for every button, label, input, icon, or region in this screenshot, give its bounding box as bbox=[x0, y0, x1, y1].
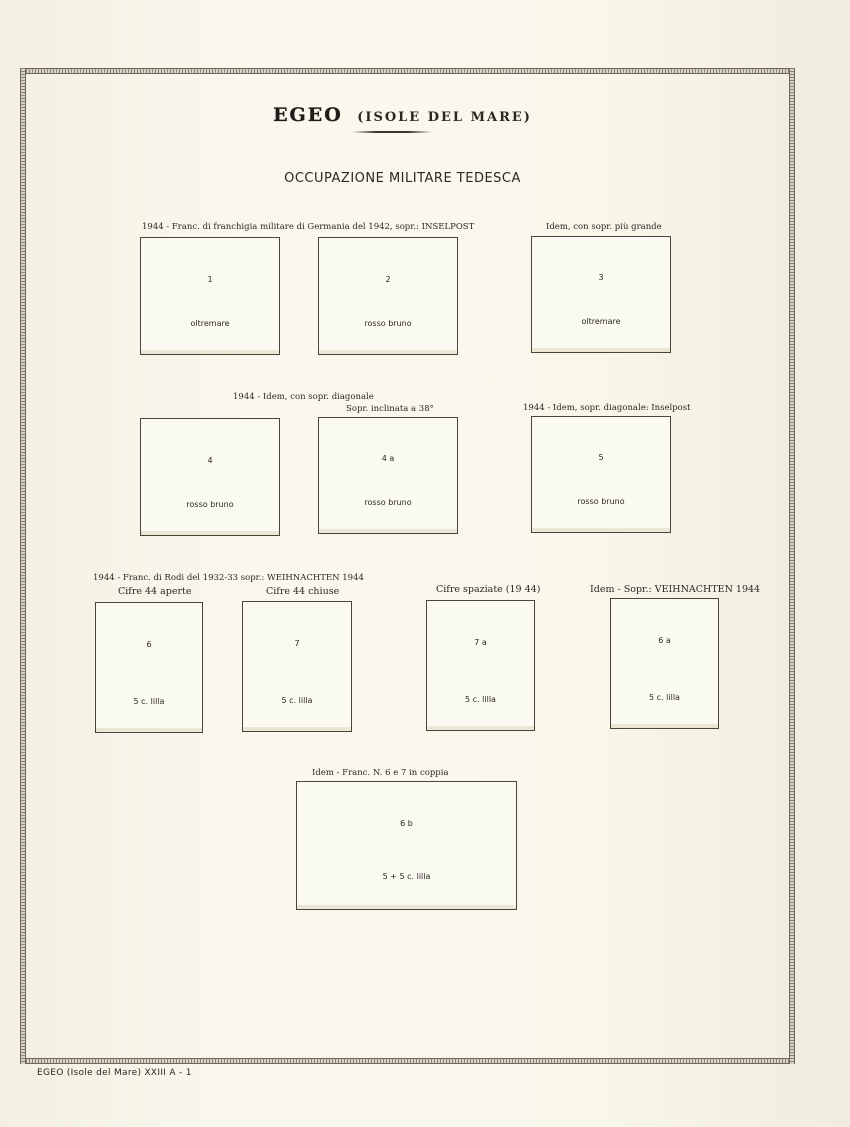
stamp-space-5 bbox=[531, 416, 671, 533]
stamp-space-6a bbox=[610, 598, 719, 729]
stamp-space-2 bbox=[318, 237, 458, 355]
row2-caption: 1944 - Idem, con sopr. diagonale bbox=[233, 392, 374, 402]
stamp-number: 7 bbox=[294, 639, 300, 648]
stamp-color: rosso bruno bbox=[364, 498, 412, 507]
stamp-number: 3 bbox=[598, 273, 604, 282]
stamp-space-6 bbox=[95, 602, 203, 733]
stamp-color: 5 c. lilla bbox=[465, 695, 496, 704]
row1-caption-right: Idem, con sopr. più grande bbox=[546, 222, 662, 232]
stamp-space-3 bbox=[531, 236, 671, 353]
page-border-left bbox=[20, 68, 26, 1064]
stamp-color: oltremare bbox=[581, 317, 621, 326]
page-subtitle: OCCUPAZIONE MILITARE TEDESCA bbox=[284, 171, 521, 186]
stamp-number: 6 b bbox=[400, 819, 413, 828]
stamp-color: rosso bruno bbox=[364, 319, 412, 328]
stamp-number: 6 a bbox=[658, 636, 671, 645]
row2-caption-right: 1944 - Idem, sopr. diagonale: Inselpost bbox=[523, 403, 691, 413]
page-border-right bbox=[789, 68, 795, 1064]
page-footer: EGEO (Isole del Mare) XXIII A - 1 bbox=[37, 1068, 192, 1078]
stamp-space-6b bbox=[296, 781, 517, 910]
row3-caption-c: Cifre spaziate (19 44) bbox=[436, 584, 541, 595]
stamp-color: oltremare bbox=[190, 319, 230, 328]
stamp-number: 1 bbox=[207, 275, 213, 284]
row3-caption-d: Idem - Sopr.: VEIHNACHTEN 1944 bbox=[590, 584, 761, 595]
stamp-color: 5 c. lilla bbox=[649, 693, 680, 702]
page-title-paren: (ISOLE DEL MARE) bbox=[357, 110, 532, 125]
row4-caption: Idem - Franc. N. 6 e 7 in coppia bbox=[312, 768, 449, 778]
stamp-color: 5 + 5 c. lilla bbox=[382, 872, 431, 881]
stamp-space-4 bbox=[140, 418, 280, 536]
title-ornament-rule bbox=[352, 131, 432, 133]
stamp-color: rosso bruno bbox=[186, 500, 234, 509]
stamp-color: 5 c. lilla bbox=[281, 696, 313, 705]
stamp-number: 5 bbox=[598, 453, 604, 462]
stamp-number: 2 bbox=[385, 275, 391, 284]
row3-caption: 1944 - Franc. di Rodi del 1932-33 sopr.: WEIHNACHTEN 1944 bbox=[93, 573, 364, 583]
row3-caption-b: Cifre 44 chiuse bbox=[266, 586, 340, 597]
page-border-top bbox=[20, 68, 795, 74]
row1-caption: 1944 - Franc. di franchigia militare di Germania del 1942, sopr.: INSELPOST bbox=[142, 222, 475, 232]
row2-caption-sub: Sopr. inclinata a 38° bbox=[346, 404, 434, 414]
row3-caption-a: Cifre 44 aperte bbox=[118, 586, 192, 597]
page-border-bottom bbox=[20, 1058, 795, 1064]
page-title bbox=[0, 104, 805, 126]
stamp-color: rosso bruno bbox=[577, 497, 625, 506]
stamp-number: 4 a bbox=[381, 454, 395, 463]
stamp-space-1 bbox=[140, 237, 280, 355]
stamp-color: 5 c. lilla bbox=[133, 697, 165, 706]
stamp-number: 6 bbox=[146, 640, 152, 649]
stamp-number: 7 a bbox=[474, 638, 487, 647]
page-title-main: EGEO bbox=[273, 104, 343, 126]
stamp-space-7a bbox=[426, 600, 535, 731]
stamp-number: 4 bbox=[207, 456, 213, 465]
stamp-space-4a bbox=[318, 417, 458, 534]
stamp-space-7 bbox=[242, 601, 352, 732]
